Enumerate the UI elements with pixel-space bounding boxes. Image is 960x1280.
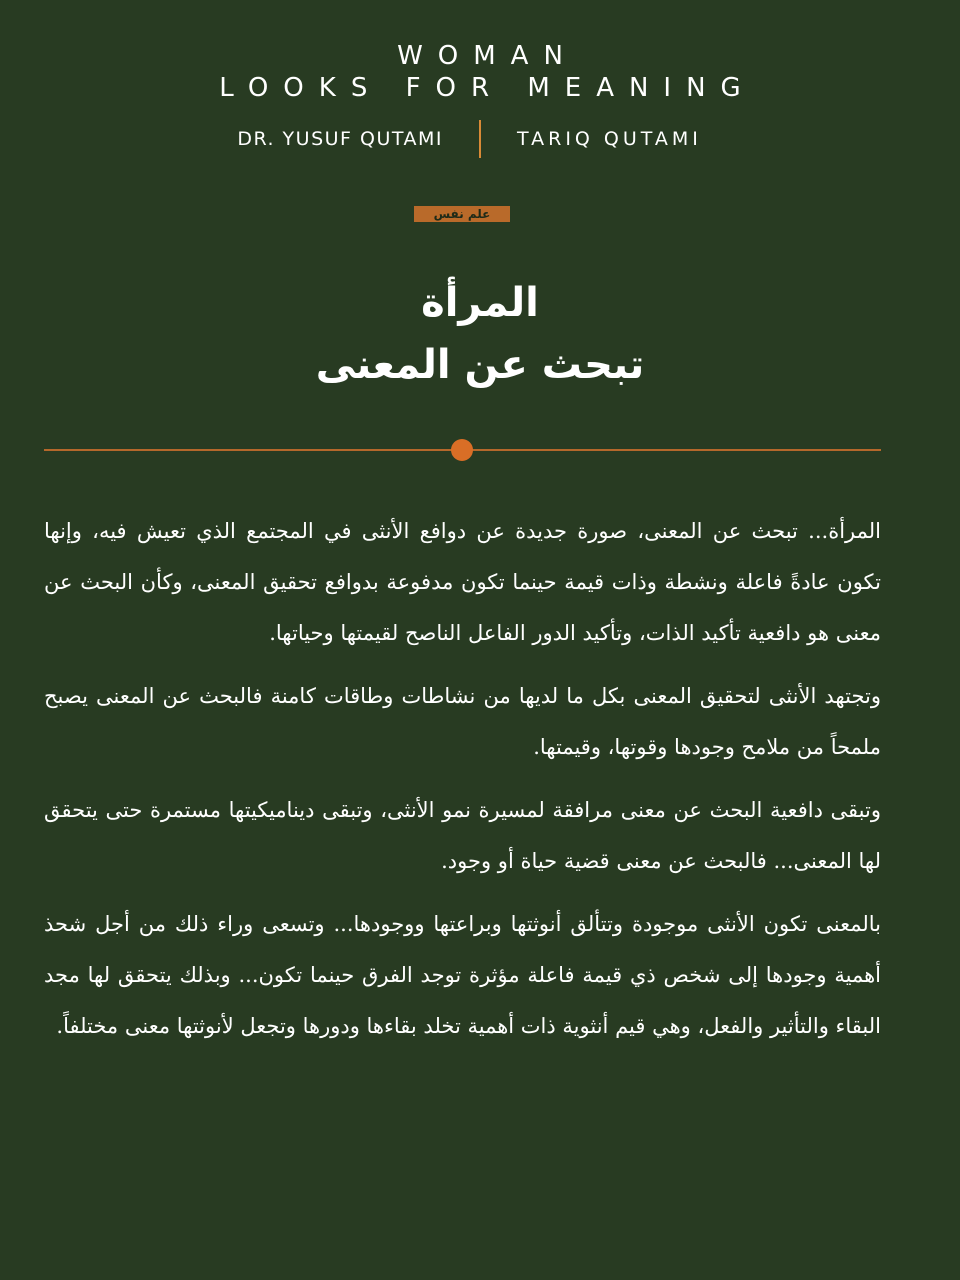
- arabic-title-line-1: المرأة: [421, 280, 539, 326]
- category-badge: علم نفس: [414, 206, 510, 222]
- english-title: [0, 40, 960, 104]
- english-title-line-2: LOOKS FOR MEANING: [219, 73, 756, 103]
- paragraph-1: المرأة... تبحث عن المعنى، صورة جديدة عن دوافع الأنثى في المجتمع الذي تعيش فيه، وإنها تكون عادةً فاعلة ونشطة وذات قيمة حينما تكون مدفوعة بدوافع تحقيق المعنى، وكأن البحث عن معنى هو دافعية تأكيد الذات، وتأكيد الدور الفاعل الناصح لقيمتها وحياتها.: [44, 519, 881, 645]
- paragraph-3: وتبقى دافعية البحث عن معنى مرافقة لمسيرة نمو الأنثى، وتبقى ديناميكيتها مستمرة حتى يتحقق لها المعنى... فالبحث عن معنى قضية حياة أو وجود.: [44, 798, 881, 873]
- paragraph-2: وتجتهد الأنثى لتحقيق المعنى بكل ما لديها من نشاطات وطاقات كامنة فالبحث عن المعنى يصبح ملمحاً من ملامح وجودها وقوتها، وقيمتها.: [44, 684, 881, 759]
- author-tariq: TARIQ QUTAMI: [517, 128, 702, 150]
- author-separator: [479, 120, 481, 158]
- paragraph-4: بالمعنى تكون الأنثى موجودة وتتألق أنوثتها وبراعتها ووجودها... وتسعى وراء ذلك من أجل شحذ أهمية وجودها إلى شخص ذي قيمة فاعلة مؤثرة توجد الفرق حينما تكون... وبذلك يتحقق لها مجد البقاء والتأثير والفعل، وهي قيم أنثوية ذات أهمية تخلد بقاءها ودورها وتجعل لأنوثتها معنى مختلفاً.: [44, 912, 881, 1038]
- divider-dot: [451, 439, 473, 461]
- author-yusuf: DR. YUSUF QUTAMI: [237, 128, 443, 150]
- article-body: [44, 506, 881, 1064]
- english-title-line-1: WOMAN: [397, 41, 578, 71]
- authors-row: [0, 120, 960, 158]
- arabic-title-line-2: تبحث عن المعنى: [315, 342, 645, 388]
- arabic-title: [0, 272, 960, 396]
